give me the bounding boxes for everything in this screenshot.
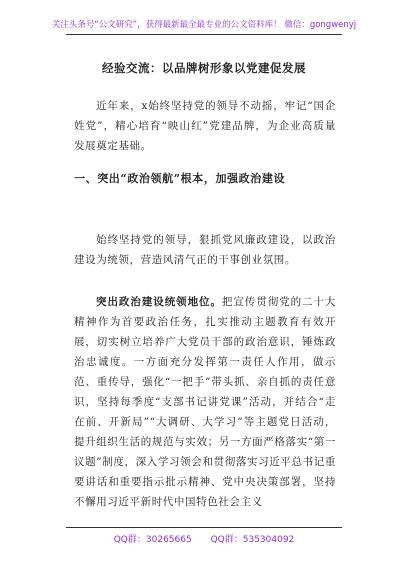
paragraph-body: 把宣传贯彻党的二十大精神作为首要政治任务，扎实推动主题教育有效开展，切实树立培养广大党员干部的政治意识，锤炼政治忠诚度。一方面充分发挥第一责任人作用，做示范、重传导，强化“一把手”带头抓、亲自抓的责任意识，坚持每季度“支部书记讲党课”活动，并结合“走在前、开新局”“大调研、大学习”等主题党日活动，提升组织生活的规范与实效；另一方面严格落实“第一议题”制度，深入学习领会和贯彻落实习近平总书记重要讲话和重要指示批示精神、党中央决策部署，坚持不懈用习近平新时代中国特色社会主义 [74, 296, 337, 508]
header-divider [66, 34, 342, 35]
qq-group-1: QQ群：30265665 [113, 535, 192, 545]
footer-divider [66, 527, 342, 528]
footer [0, 532, 408, 545]
section-intro-paragraph: 始终坚持党的领导，狠抓党风廉政建设，以政治建设为统领，营造风清气正的干事创业氛围。 [74, 234, 336, 266]
section-heading: 一、突出“政治领航”根本，加强政治建设 [74, 172, 286, 185]
header-banner: 关注头条号“公文研究”，获得最新最全最专业的公文资料库！ 微信：gongwenyj [51, 20, 357, 30]
paragraph-lead: 突出政治建设统领地位。 [96, 296, 222, 308]
document-title: 经验交流：以品牌树形象以党建促发展 [102, 61, 306, 75]
body-paragraph [74, 292, 336, 512]
intro-paragraph: 近年来，x始终坚持党的领导不动摇，牢记“国企姓党”，精心培育“映山红”党建品牌，为企业高质量发展奠定基础。 [74, 100, 336, 152]
qq-group-2: QQ群：535304092 [210, 535, 295, 545]
